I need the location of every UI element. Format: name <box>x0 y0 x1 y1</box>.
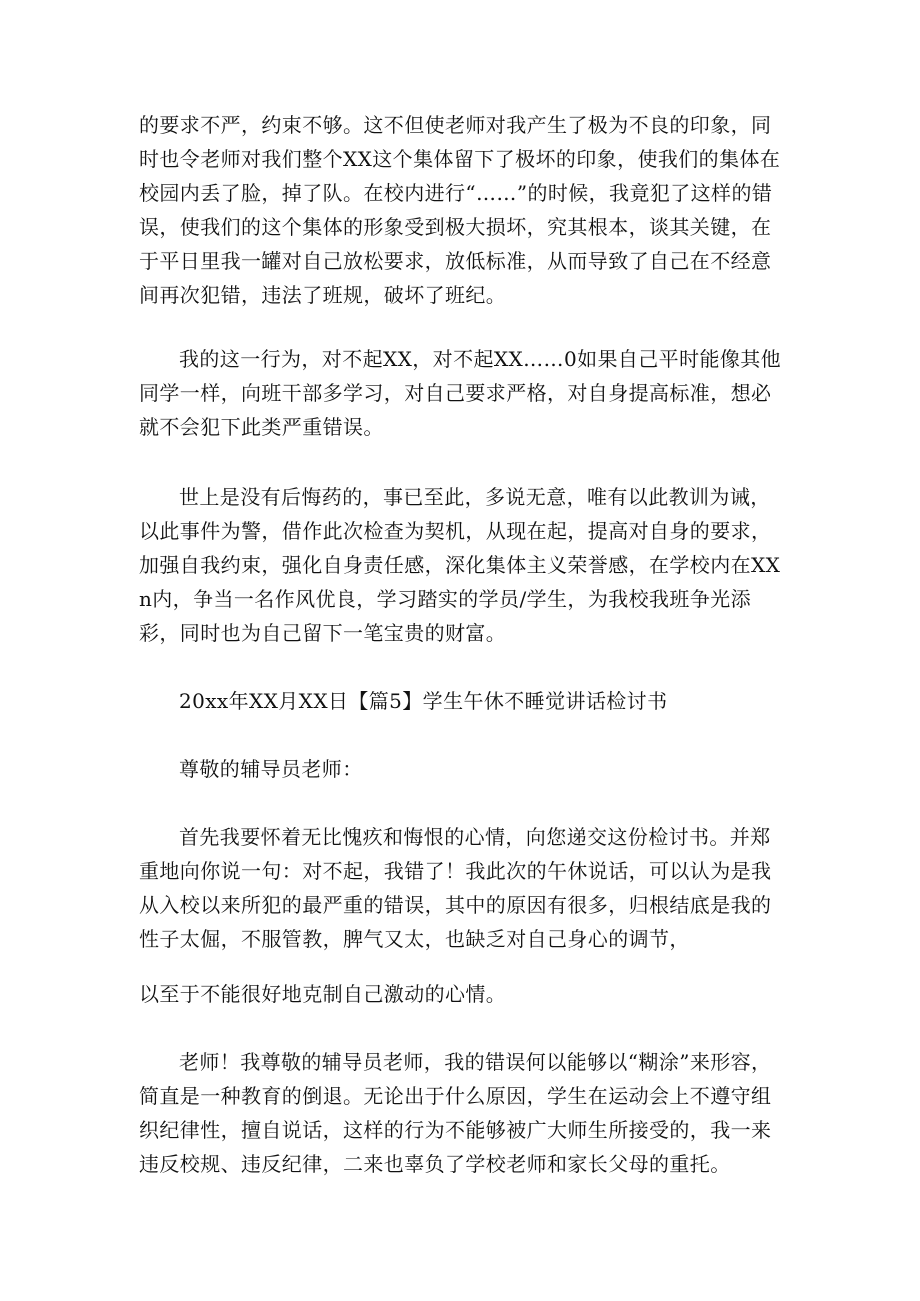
salutation: 尊敬的辅导员老师： <box>179 757 363 781</box>
date-heading: 20xx年XX月XX日【篇5】学生午休不睡觉讲话检讨书 <box>179 689 668 713</box>
paragraph-4: 首先我要怀着无比愧疚和悔恨的心情，向您递交这份检讨书。并郑重地向你说一句：对不起，我错了！我此次的午休说话，可以认为是我从入校以来所犯的最严重的错误，其中的原因有很多，归根结底是我的性子太倔，不服管教，脾气又太，也缺乏对自己身心的调节， <box>139 825 772 951</box>
paragraph-1: 的要求不严，约束不够。这不但使老师对我产生了极为不良的印象，同时也令老师对我们整个XX这个集体留下了极坏的印象，使我们的集体在校园内丢了脸，掉了队。在校内进行“……”的时候，我竟犯了这样的错误，使我们的这个集体的形象受到极大损坏，究其根本，谈其关键，在于平日里我一罐对自己放松要求，放低标准，从而导致了自己在不经意间再次犯错，违法了班规，破坏了班纪。 <box>139 113 781 307</box>
paragraph-6: 老师！我尊敬的辅导员老师，我的错误何以能够以“糊涂”来形容，简直是一种教育的倒退。无论出于什么原因，学生在运动会上不遵守组织纪律性，擅自说话，这样的行为不能够被广大师生所接受的，我一来违反校规、违反纪律，二来也辜负了学校老师和家长父母的重托。 <box>139 1050 772 1176</box>
paragraph-5: 以至于不能很好地克制自己激动的心情。 <box>139 982 507 1006</box>
paragraph-2: 我的这一行为，对不起XX，对不起XX……0如果自己平时能像其他同学一样，向班干部多学习，对自己要求严格，对自身提高标准，想必就不会犯下此类严重错误。 <box>139 347 782 439</box>
paragraph-3: 世上是没有后悔药的，事已至此，多说无意，唯有以此教训为诫，以此事件为警，借作此次检查为契机，从现在起，提高对自身的要求，加强自我约束，强化自身责任感，深化集体主义荣誉感，在学校内在XXn内，争当一名作风优良，学习踏实的学员/学生，为我校我班争光添彩，同时也为自己留下一笔宝贵的财富。 <box>139 485 781 645</box>
